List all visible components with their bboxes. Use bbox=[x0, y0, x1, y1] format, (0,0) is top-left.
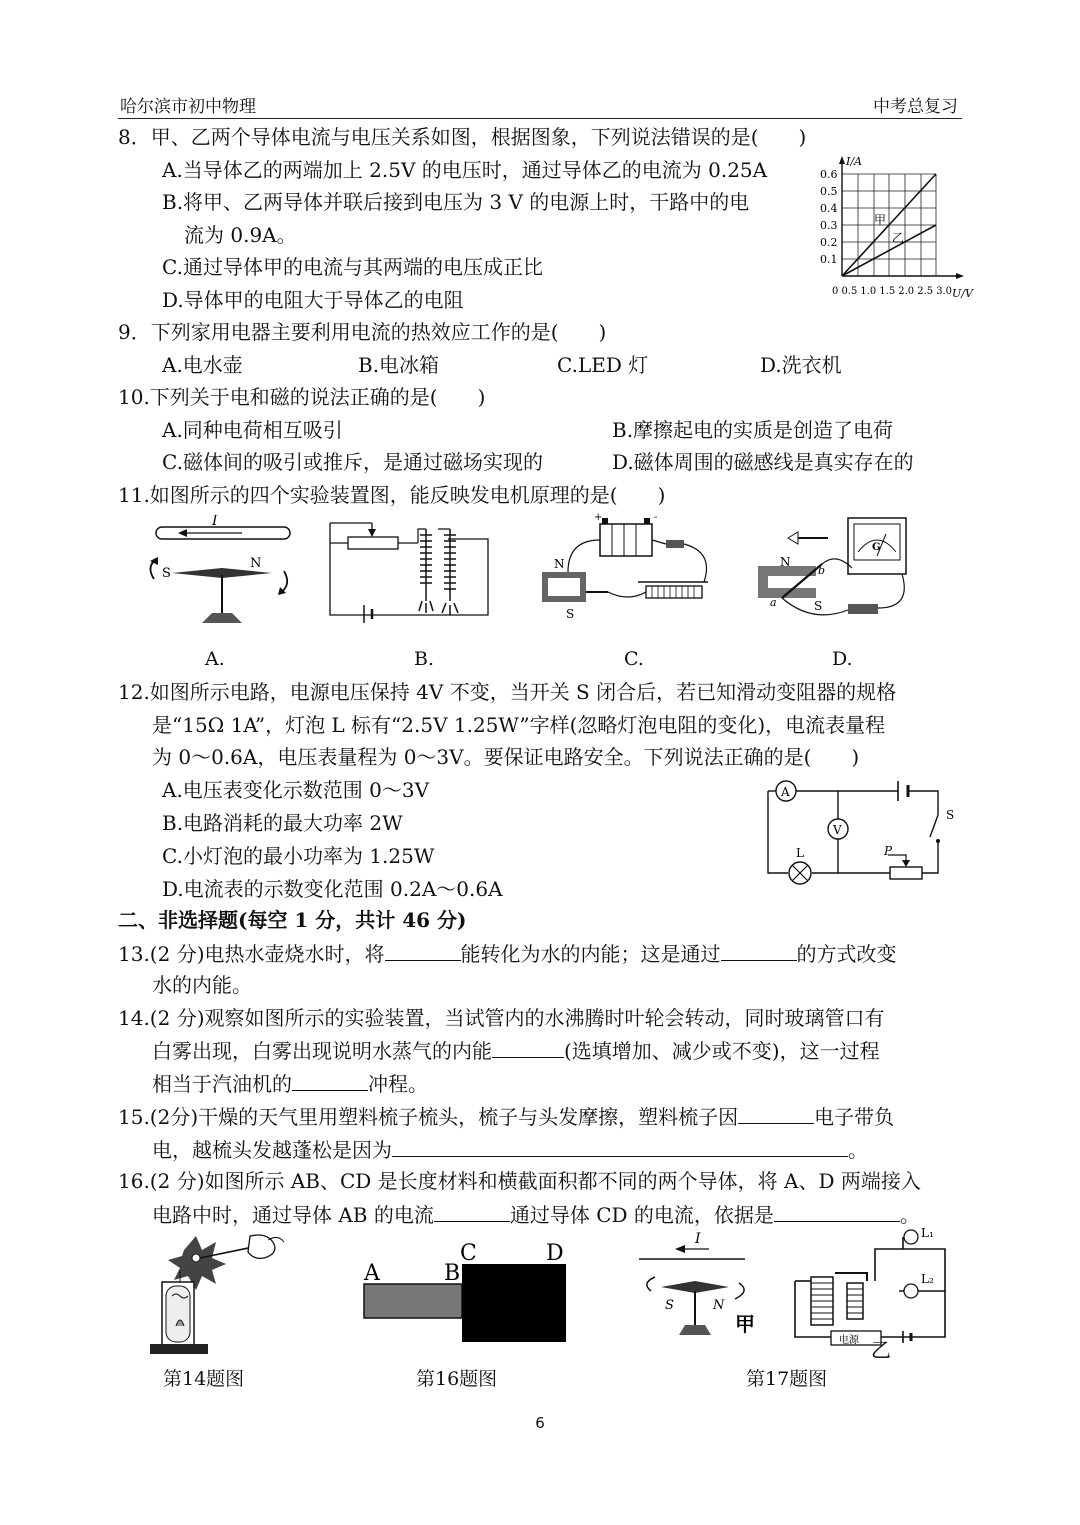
q16-blank-2[interactable] bbox=[774, 1201, 900, 1222]
q11-a-n-label: N bbox=[250, 556, 262, 571]
q15-blank-2[interactable] bbox=[392, 1136, 848, 1157]
fig17-oersted-and-relay bbox=[635, 1225, 955, 1360]
q15-line1 bbox=[118, 1103, 894, 1130]
q15-text-a: 15.(2分)干燥的天气里用塑料梳子梳头，梳子与头发摩擦，塑料梳子因 bbox=[118, 1105, 739, 1129]
q16-text-a: 电路中时，通过导体 AB 的电流 bbox=[152, 1203, 434, 1227]
q13-blank-1[interactable] bbox=[385, 940, 461, 961]
q8-option-b-cont: 流为 0.9A。 bbox=[184, 223, 297, 247]
q11-c-plus: + bbox=[594, 512, 603, 523]
page-header bbox=[118, 92, 962, 119]
q14-text-b: (选填增加、减少或不变)，这一过程 bbox=[564, 1039, 880, 1063]
page-number: 6 bbox=[535, 1414, 545, 1432]
fig14-caption: 第14题图 bbox=[163, 1368, 245, 1390]
q14-line2 bbox=[152, 1037, 880, 1064]
q9-option-b: B.电冰箱 bbox=[358, 353, 440, 377]
q11-label-c: C. bbox=[624, 648, 644, 670]
q11-fig-a-oersted bbox=[132, 515, 302, 635]
q10-option-c: C.磁体间的吸引或推斥，是通过磁场实现的 bbox=[162, 450, 543, 474]
fig17-caption: 第17题图 bbox=[746, 1368, 828, 1390]
q11-d-b-label: b bbox=[818, 564, 826, 577]
q11-fig-c-motor bbox=[528, 512, 718, 622]
q11-label-b: B. bbox=[414, 648, 435, 670]
q12-circuit bbox=[762, 775, 962, 890]
q8-option-b: B.将甲、乙两导体并联后接到电压为 3 V 的电源上时，干路中的电 bbox=[162, 190, 750, 214]
q8-iu-graph bbox=[812, 152, 982, 302]
q12-option-b: B.电路消耗的最大功率 2W bbox=[162, 811, 403, 835]
q11-d-n-label: N bbox=[780, 555, 791, 569]
q11-stem: 11.如图所示的四个实验装置图，能反映发电机原理的是( ) bbox=[118, 483, 666, 507]
q10-option-d: D.磁体周围的磁感线是真实存在的 bbox=[612, 450, 914, 474]
q11-label-d: D. bbox=[832, 648, 853, 670]
fig17-yi-label: 乙 bbox=[871, 1338, 891, 1360]
q11-d-s-label: S bbox=[814, 599, 823, 613]
q8-option-a: A.当导体乙的两端加上 2.5V 的电压时，通过导体乙的电流为 0.25A bbox=[162, 158, 768, 182]
q11-a-s-label: S bbox=[162, 566, 171, 581]
fig17-s-label: S bbox=[665, 1298, 674, 1313]
q12-option-d: D.电流表的示数变化范围 0.2A～0.6A bbox=[162, 877, 503, 901]
q13-blank-2[interactable] bbox=[721, 940, 797, 961]
q11-fig-b-electromagnets bbox=[322, 515, 497, 625]
q15-text-b: 电子带负 bbox=[814, 1105, 895, 1129]
q12-switch-label: S bbox=[946, 808, 955, 822]
q10-option-b: B.摩擦起电的实质是创造了电荷 bbox=[612, 418, 894, 442]
q11-d-a-label: a bbox=[770, 596, 777, 609]
q8-graph-xlabel: U/V bbox=[952, 287, 973, 300]
q11-c-s-label: S bbox=[566, 607, 575, 621]
q12-option-a: A.电压表变化示数范围 0～3V bbox=[162, 778, 430, 802]
q16-line2 bbox=[152, 1201, 920, 1228]
q16-text-c: 。 bbox=[899, 1203, 920, 1227]
q14-line3 bbox=[152, 1070, 428, 1097]
q14-text-a: 白雾出现，白雾出现说明水蒸气的内能 bbox=[152, 1039, 492, 1063]
q11-d-g-label: G bbox=[872, 542, 881, 553]
q12-line2: 是“15Ω 1A”，灯泡 L 标有“2.5V 1.25W”字样(忽略灯泡电阻的变化)，电流表量程 bbox=[152, 713, 886, 737]
q12-ammeter-label: A bbox=[781, 785, 790, 799]
q9-option-c: C.LED 灯 bbox=[557, 353, 649, 377]
q13-line2: 水的内能。 bbox=[152, 973, 252, 997]
q13-text-b: 能转化为水的内能；这是通过 bbox=[460, 942, 721, 966]
q14-blank-2[interactable] bbox=[292, 1070, 368, 1091]
q8-option-c: C.通过导体甲的电流与其两端的电压成正比 bbox=[162, 255, 543, 279]
q9-option-a: A.电水壶 bbox=[162, 353, 243, 377]
q12-line1: 12.如图所示电路，电源电压保持 4V 不变，当开关 S 闭合后，若已知滑动变阻器的规格 bbox=[118, 680, 897, 704]
q11-c-n-label: N bbox=[554, 557, 565, 571]
fig17-current-label: I bbox=[695, 1231, 701, 1247]
q8-stem: 8．甲、乙两个导体电流与电压关系如图，根据图象，下列说法错误的是( ) bbox=[118, 125, 807, 149]
q8-option-d: D.导体甲的电阻大于导体乙的电阻 bbox=[162, 288, 464, 312]
q12-lamp-label: L bbox=[796, 846, 804, 860]
fig16-label-b: B bbox=[444, 1261, 461, 1286]
q11-label-a: A. bbox=[205, 648, 225, 670]
q11-c-minus: - bbox=[654, 512, 658, 523]
fig17-power-label: 电源 bbox=[839, 1335, 859, 1346]
q12-option-c: C.小灯泡的最小功率为 1.25W bbox=[162, 844, 435, 868]
q15-text-c: 电，越梳头发越蓬松是因为 bbox=[152, 1138, 392, 1162]
q8-graph-ytick: 0.1 bbox=[820, 253, 838, 266]
q13-text-c: 的方式改变 bbox=[796, 942, 897, 966]
q14-blank-1[interactable] bbox=[492, 1037, 564, 1058]
q12-voltmeter-label: V bbox=[833, 823, 842, 837]
q8-graph-ytick: 0.2 bbox=[820, 236, 838, 249]
q8-graph-xticks: 0 0.5 1.0 1.5 2.0 2.5 3.0 bbox=[832, 286, 952, 297]
q8-graph-ylabel: I/A bbox=[846, 155, 862, 168]
fig17-jia-label: 甲 bbox=[735, 1312, 755, 1336]
fig17-l2-label: L₂ bbox=[921, 1272, 934, 1286]
q15-text-d: 。 bbox=[848, 1138, 868, 1162]
q14-text-d: 冲程。 bbox=[368, 1072, 428, 1096]
q8-graph-ytick: 0.4 bbox=[820, 202, 838, 215]
q13-line1 bbox=[118, 940, 897, 967]
q12-slider-label: P bbox=[884, 844, 893, 858]
fig14-steam-turbine bbox=[140, 1230, 300, 1360]
q16-line1: 16.(2 分)如图所示 AB、CD 是长度材料和横截面积都不同的两个导体，将 A、D 两端接入 bbox=[118, 1169, 921, 1193]
q11-a-current-label: I bbox=[212, 515, 218, 529]
q14-text-c: 相当于汽油机的 bbox=[152, 1072, 292, 1096]
header-left: 哈尔滨市初中物理 bbox=[120, 97, 256, 117]
fig16-conductors bbox=[358, 1240, 574, 1346]
q8-graph-jia: 甲 bbox=[874, 213, 887, 227]
fig17-l1-label: L₁ bbox=[921, 1226, 934, 1240]
q8-graph-ytick: 0.5 bbox=[820, 185, 838, 198]
q14-line1: 14.(2 分)观察如图所示的实验装置，当试管内的水沸腾时叶轮会转动，同时玻璃管口有 bbox=[118, 1006, 885, 1030]
q10-stem: 10.下列关于电和磁的说法正确的是( ) bbox=[118, 385, 486, 409]
fig16-caption: 第16题图 bbox=[416, 1368, 498, 1390]
fig17-n-label: N bbox=[713, 1298, 725, 1313]
q8-graph-ytick: 0.3 bbox=[820, 219, 838, 232]
q9-option-d: D.洗衣机 bbox=[760, 353, 842, 377]
q15-line2 bbox=[152, 1136, 868, 1163]
q11-fig-d-generator bbox=[752, 512, 917, 627]
q10-option-a: A.同种电荷相互吸引 bbox=[162, 418, 343, 442]
header-right: 中考总复习 bbox=[873, 97, 958, 117]
q16-blank-1[interactable] bbox=[434, 1201, 510, 1222]
q16-text-b: 通过导体 CD 的电流，依据是 bbox=[509, 1203, 774, 1227]
fig16-label-a: A bbox=[364, 1261, 380, 1286]
q9-stem: 9．下列家用电器主要利用电流的热效应工作的是( ) bbox=[118, 320, 607, 344]
q12-line3: 为 0～0.6A，电压表量程为 0～3V。要保证电路安全。下列说法正确的是( ) bbox=[152, 745, 860, 769]
q13-text-a: 13.(2 分)电热水壶烧水时，将 bbox=[118, 942, 385, 966]
q15-blank-1[interactable] bbox=[738, 1103, 814, 1124]
fig16-label-c: C bbox=[460, 1241, 477, 1266]
fig16-label-d: D bbox=[546, 1241, 564, 1266]
q8-graph-ytick: 0.6 bbox=[820, 168, 838, 181]
section-2-title: 二、非选择题(每空 1 分，共计 46 分) bbox=[118, 908, 467, 932]
q8-graph-yi: 乙 bbox=[892, 231, 905, 245]
